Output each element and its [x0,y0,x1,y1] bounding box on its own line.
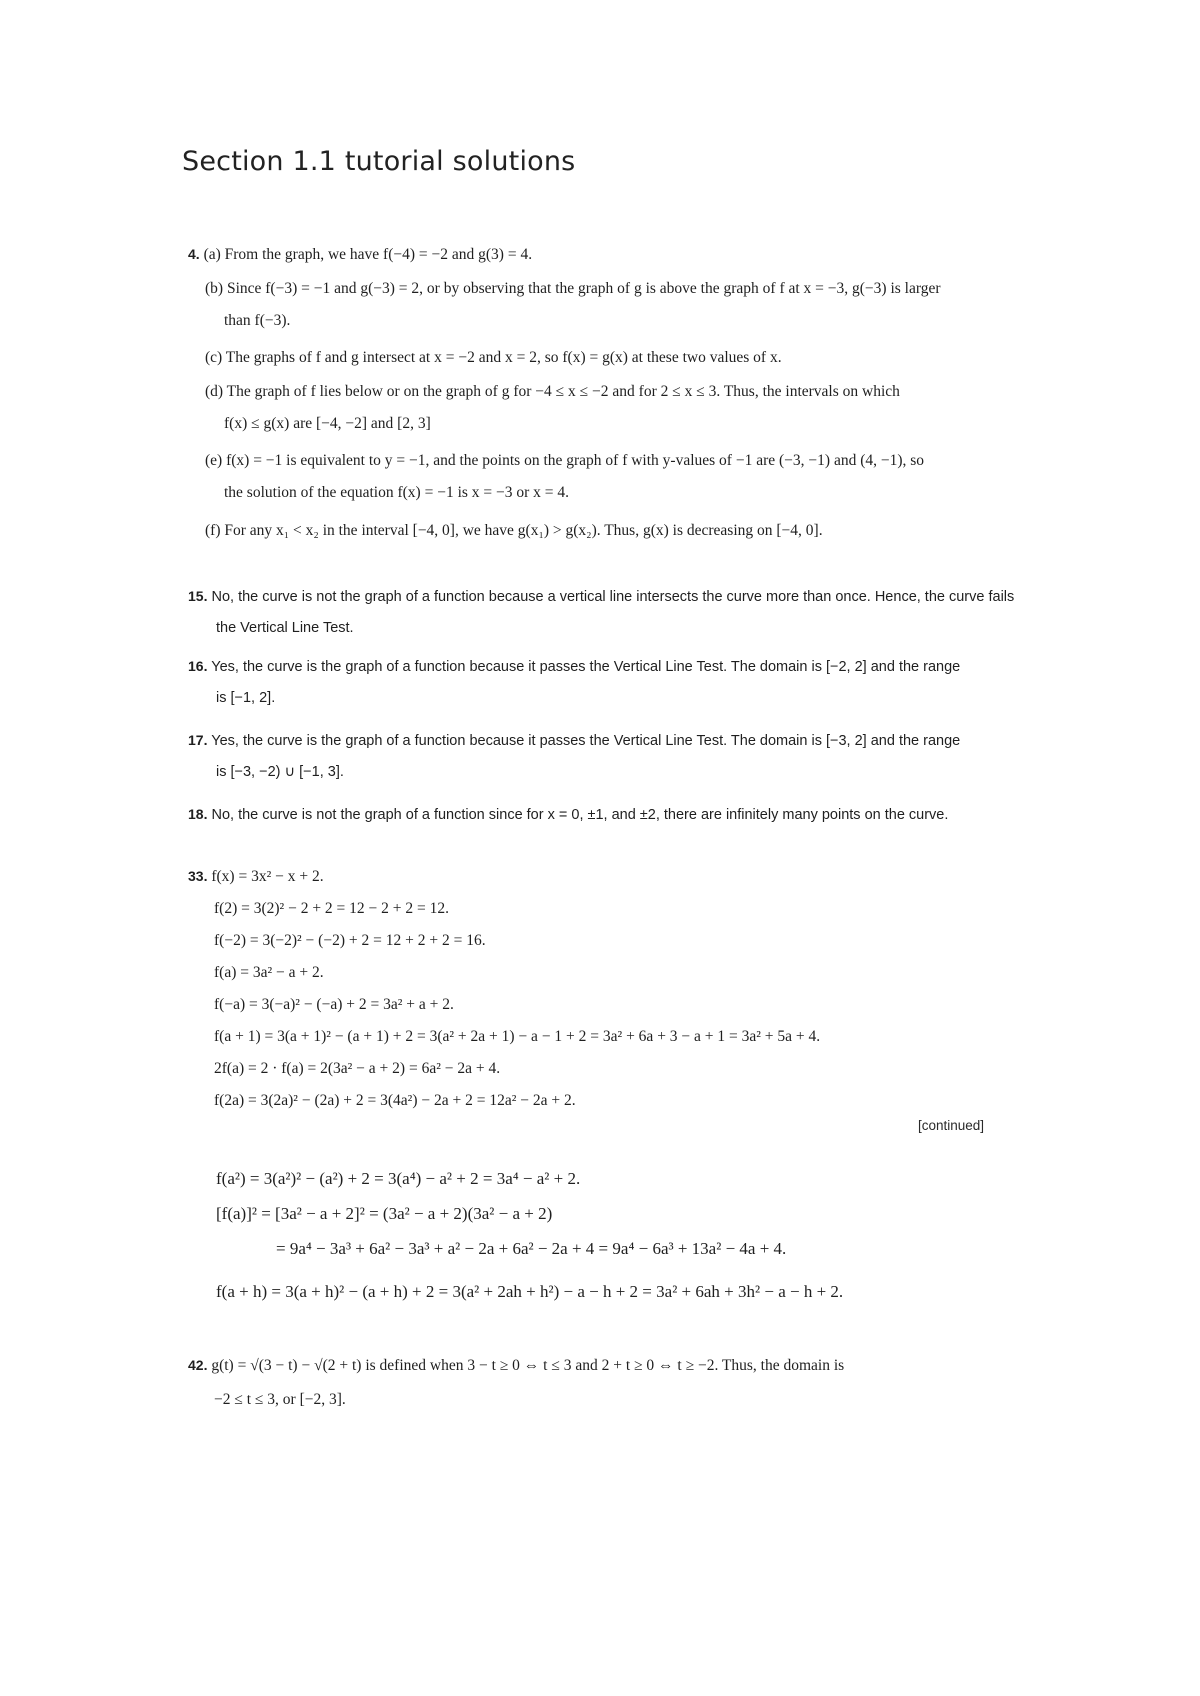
problem-33-line6: f(a + 1) = 3(a + 1)² − (a + 1) + 2 = 3(a² + 2a + 1) − a − 1 + 2 = 3a² + 6a + 3 − a + 1 = 3a² + 5a + 4. [214,1028,821,1045]
problem-18-line1 [188,806,948,823]
problem-4-part-d-line1: (d) The graph of f lies below or on the graph of g for −4 ≤ x ≤ −2 and for 2 ≤ x ≤ 3. Thus, the intervals on which [205,383,900,400]
problem-15-line2: the Vertical Line Test. [216,620,354,636]
text: Yes, the curve is the graph of a function because it passes the Vertical Line Test. The domain is [−3, 2] and the range [211,733,961,749]
problem-33-line7: 2f(a) = 2 · f(a) = 2(3a² − a + 2) = 6a² − 2a + 4. [214,1060,501,1077]
page-title: Section 1.1 tutorial solutions [182,146,576,177]
problem-15-line1 [188,588,1014,605]
problem-17-line1 [188,732,960,749]
problem-4-part-b-line2: than f(−3). [224,312,291,329]
problem-33-line3: f(−2) = 3(−2)² − (−2) + 2 = 12 + 2 + 2 = 16. [214,932,486,949]
problem-16-line2: is [−1, 2]. [216,690,276,706]
problem-42-line2: −2 ≤ t ≤ 3, or [−2, 3]. [214,1391,346,1408]
problem-33-line9: f(a²) = 3(a²)² − (a²) + 2 = 3(a⁴) − a² + 2 = 3a⁴ − a² + 2. [216,1169,581,1188]
problem-4-part-d-line2: f(x) ≤ g(x) are [−4, −2] and [2, 3] [224,415,431,432]
problem-4-part-f: (f) For any x₁ < x₂ in the interval [−4, 0], we have g(x₁) > g(x₂). Thus, g(x) is decreasing on [−4, 0]. [205,522,823,539]
problem-number: 4. [188,246,200,262]
text: No, the curve is not the graph of a function since for x = 0, ±1, and ±2, there are infinitely many points on the curve. [211,807,949,823]
text: No, the curve is not the graph of a function because a vertical line intersects the curve more than once. Hence, the curve fails [211,589,1015,605]
problem-33-line8: f(2a) = 3(2a)² − (2a) + 2 = 3(4a²) − 2a + 2 = 12a² − 2a + 2. [214,1092,576,1109]
problem-33-line12: f(a + h) = 3(a + h)² − (a + h) + 2 = 3(a² + 2ah + h²) − a − h + 2 = 3a² + 6ah + 3h² − a − h + 2. [216,1282,844,1301]
problem-4-part-c: (c) The graphs of f and g intersect at x = −2 and x = 2, so f(x) = g(x) at these two values of x. [205,349,782,366]
problem-4-part-e-line1: (e) f(x) = −1 is equivalent to y = −1, and the points on the graph of f with y-values of −1 are (−3, −1) and (4, −1), so [205,452,925,469]
problem-number: 42. [188,1357,208,1373]
problem-33-line4: f(a) = 3a² − a + 2. [214,964,324,981]
text: (a) From the graph, we have f(−4) = −2 and g(3) = 4. [203,246,533,263]
problem-number: 15. [188,588,208,604]
problem-33-line2: f(2) = 3(2)² − 2 + 2 = 12 − 2 + 2 = 12. [214,900,450,917]
problem-4-part-a [188,246,532,264]
problem-33-line10: [f(a)]² = [3a² − a + 2]² = (3a² − a + 2)(3a² − a + 2) [216,1204,553,1223]
problem-33-line11: = 9a⁴ − 3a³ + 6a² − 3a³ + a² − 2a + 6a² − 2a + 4 = 9a⁴ − 6a³ + 13a² − 4a + 4. [276,1239,787,1258]
problem-number: 33. [188,868,208,884]
problem-number: 18. [188,806,208,822]
problem-4-part-e-line2: the solution of the equation f(x) = −1 is x = −3 or x = 4. [224,484,570,501]
problem-42-line1 [188,1357,844,1375]
problem-number: 17. [188,732,208,748]
problem-number: 16. [188,658,208,674]
continued-label: [continued] [918,1118,985,1133]
problem-4-part-b-line1: (b) Since f(−3) = −1 and g(−3) = 2, or by observing that the graph of g is above the graph of f at x = −3, g(−3) is larger [205,280,941,297]
problem-33-line1 [188,868,324,886]
text: g(t) = √(3 − t) − √(2 + t) is defined when 3 − t ≥ 0 ⇔ t ≤ 3 and 2 + t ≥ 0 ⇔ t ≥ −2. Thus, the domain is [211,1357,845,1374]
problem-17-line2: is [−3, −2) ∪ [−1, 3]. [216,764,344,780]
equation: f(x) = 3x² − x + 2. [211,868,324,885]
problem-33-line5: f(−a) = 3(−a)² − (−a) + 2 = 3a² + a + 2. [214,996,454,1013]
problem-16-line1 [188,658,960,675]
text: Yes, the curve is the graph of a function because it passes the Vertical Line Test. The domain is [−2, 2] and the range [211,659,961,675]
